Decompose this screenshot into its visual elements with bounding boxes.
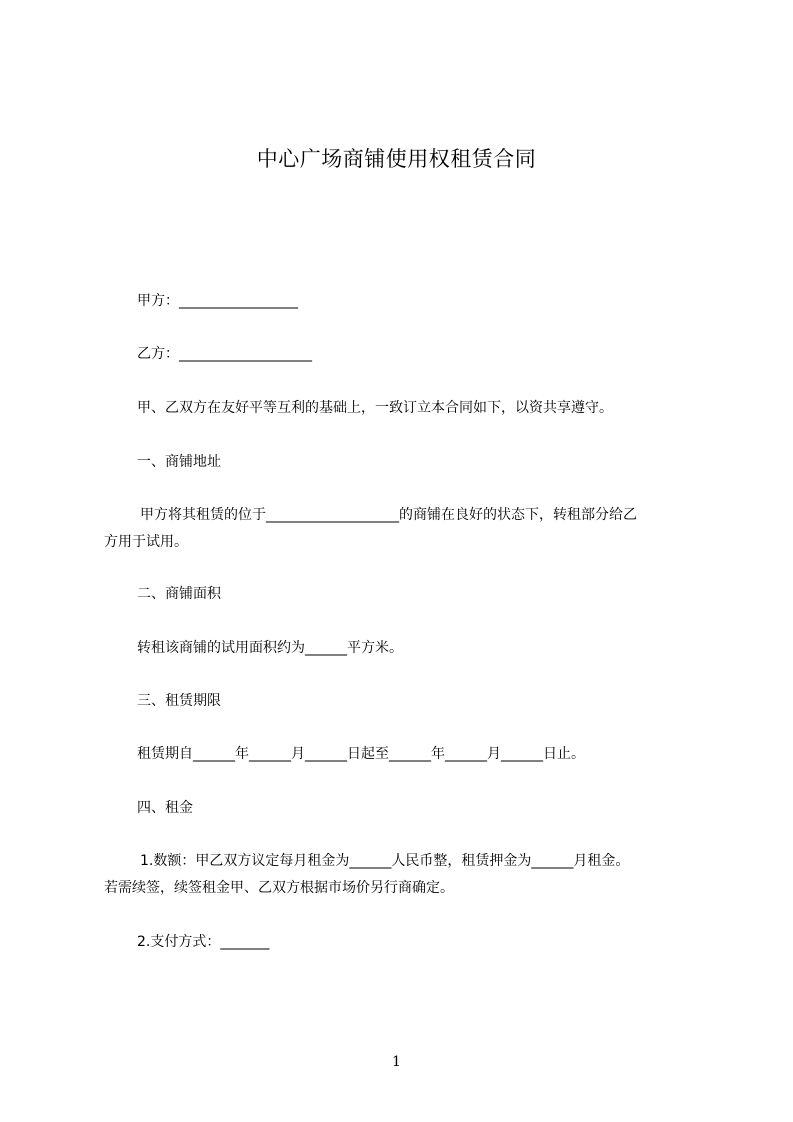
section-heading-rent: 四、租金 [137, 800, 193, 816]
intro-paragraph: 甲、乙双方在友好平等互利的基础上，一致订立本合同如下，以资共享遵守。 [137, 400, 613, 416]
rent-item-amount-line1: 1.数额：甲乙双方议定每月租金为______人民币整，租赁押金为______月租金。 [140, 853, 630, 869]
section-heading-area: 二、商铺面积 [137, 586, 221, 602]
rent-item-payment: 2.支付方式：_______ [137, 934, 270, 950]
rent-item-amount-line2: 若需续签，续签租金甲、乙双方根据市场价另行商确定。 [104, 880, 454, 896]
page-number: 1 [392, 1054, 401, 1070]
party-a-line: 甲方：_________________ [137, 293, 298, 309]
party-b-line: 乙方：___________________ [137, 346, 312, 362]
section-text-address-line2: 方用于试用。 [104, 534, 188, 550]
document-title: 中心广场商铺使用权租赁合同 [256, 147, 537, 171]
section-heading-address: 一、商铺地址 [137, 454, 221, 470]
section-heading-term: 三、租赁期限 [137, 693, 221, 709]
section-text-address-line1: 甲方将其租赁的位于___________________的商铺在良好的状态下，转租部分给乙 [140, 507, 637, 523]
section-text-area: 转租该商铺的试用面积约为______平方米。 [137, 640, 403, 656]
section-text-term: 租赁期自______年______月______日起至______年______月______日止。 [137, 746, 585, 762]
